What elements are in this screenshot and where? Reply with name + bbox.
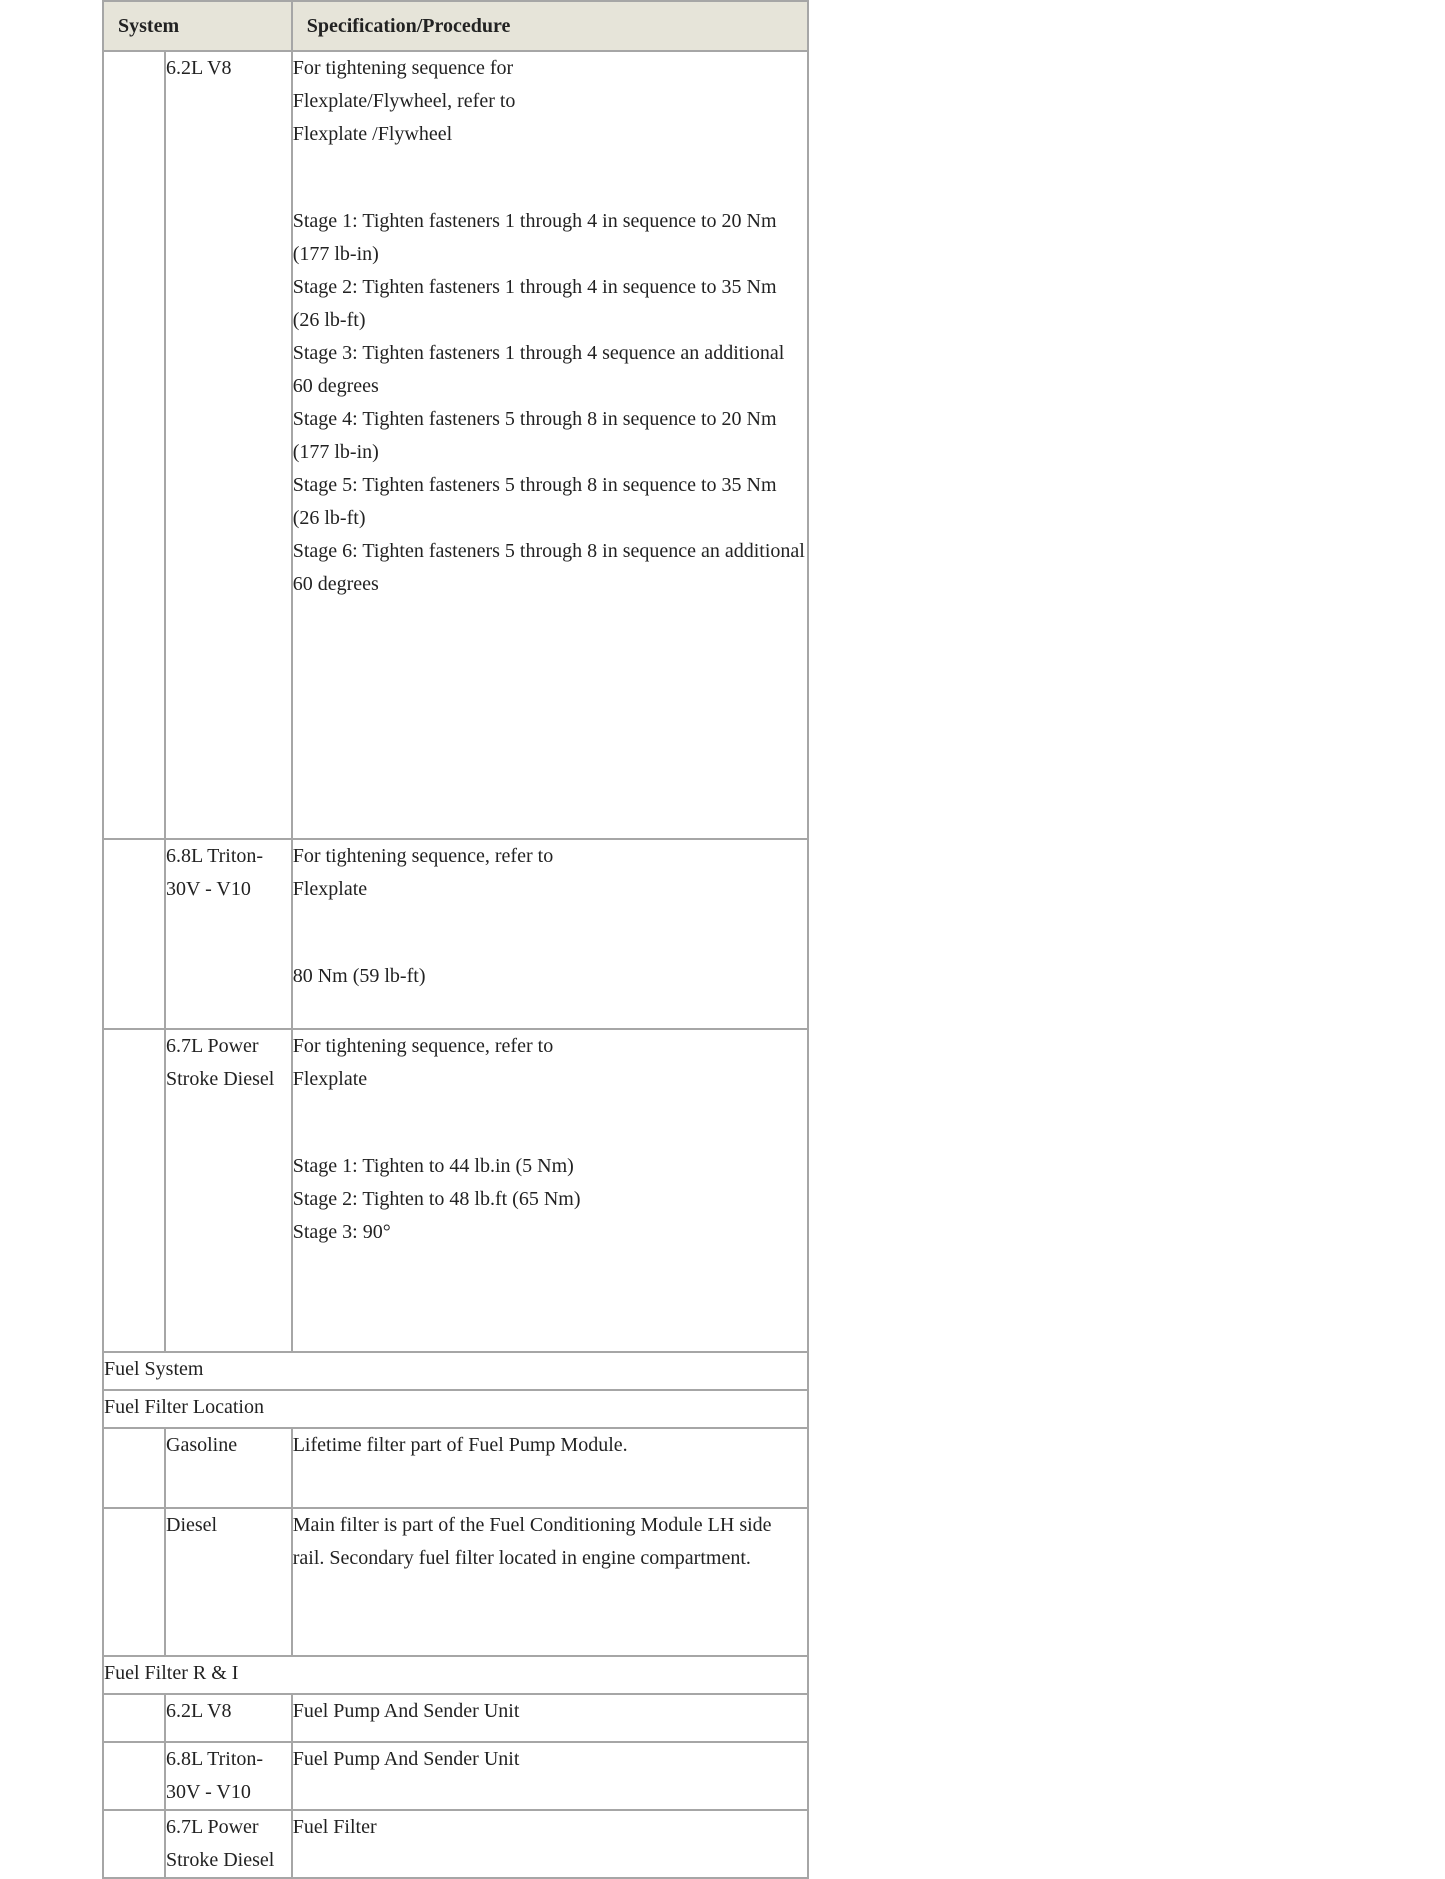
- step: Stage 3: Tighten fasteners 1 through 4 sequence an additional 60 degrees: [292, 342, 785, 397]
- system-cell: Gasoline: [165, 1428, 292, 1508]
- system-cell: 6.7L Power Stroke Diesel: [165, 1029, 292, 1352]
- system-cell: Diesel: [165, 1508, 292, 1656]
- table-row: [103, 51, 808, 839]
- table-row: [103, 1428, 808, 1508]
- spec-cell: Fuel Filter: [292, 1810, 808, 1878]
- system-cell: 6.2L V8: [165, 51, 292, 839]
- step: Stage 5: Tighten fasteners 5 through 8 in sequence to 35 Nm (26 lb-ft): [292, 474, 777, 529]
- step: Stage 4: Tighten fasteners 5 through 8 in sequence to 20 Nm (177 lb-in): [292, 408, 777, 463]
- system-cell: 6.7L Power Stroke Diesel: [165, 1810, 292, 1878]
- step: Stage 2: Tighten fasteners 1 through 4 in sequence to 35 Nm (26 lb-ft): [292, 276, 777, 331]
- step: Stage 6: Tighten fasteners 5 through 8 in sequence an additional 60 degrees: [292, 540, 805, 595]
- system-cell: 6.8L Triton-30V - V10: [165, 1742, 292, 1810]
- section-row: [103, 1656, 808, 1694]
- section-fuel-system: Fuel System: [103, 1352, 808, 1390]
- section-row: [103, 1390, 808, 1428]
- table-row: [103, 1694, 808, 1742]
- step: Stage 1: Tighten to 44 lb.in (5 Nm): [292, 1155, 574, 1177]
- system-cell: 6.8L Triton-30V - V10: [165, 839, 292, 1029]
- header-spec: Specification/Procedure: [292, 1, 808, 51]
- section-row: [103, 1352, 808, 1390]
- table-row: [103, 1742, 808, 1810]
- spec-cell: For tightening sequence, refer to Flexplate 80 Nm (59 lb-ft): [292, 839, 808, 1029]
- spec-table: [102, 0, 809, 1879]
- table-row: [103, 839, 808, 1029]
- step: Stage 3: 90°: [292, 1221, 391, 1243]
- table-row: [103, 1810, 808, 1878]
- spec-cell: Fuel Pump And Sender Unit: [292, 1742, 808, 1810]
- header-system: System: [103, 1, 292, 51]
- step: 80 Nm (59 lb-ft): [292, 965, 426, 987]
- table-row: [103, 1508, 808, 1656]
- spec-cell: Main filter is part of the Fuel Conditioning Module LH side rail. Secondary fuel filter located in engine compartment.: [292, 1508, 808, 1656]
- step: Stage 1: Tighten fasteners 1 through 4 in sequence to 20 Nm (177 lb-in): [292, 210, 777, 265]
- spec-cell: Lifetime filter part of Fuel Pump Module.: [292, 1428, 808, 1508]
- spec-cell: For tightening sequence for Flexplate/Flywheel, refer to Flexplate /Flywheel Stage 1: Tighten fasteners 1 through 4 in sequence to 20 Nm (177 lb-in) Stage 2: Tighten fasteners 1 through 4 in sequence to 35 Nm (26 lb-ft) Stage 3: Tighten fasteners 1 through 4 sequence an additional 60 degrees Stage 4: Tighten fasteners 5 through 8 in sequence to 20 Nm (177 lb-in) Stage 5: Tighten fasteners 5 through 8 in sequence to 35 Nm (26 lb-ft) Stage 6: Tighten fasteners 5 through 8 in sequence an additional 60 degrees: [292, 51, 808, 839]
- section-fuel-filter-ri: Fuel Filter R & I: [103, 1656, 808, 1694]
- table-header-row: [103, 1, 808, 51]
- table-row: [103, 1029, 808, 1352]
- spec-cell: For tightening sequence, refer to Flexplate Stage 1: Tighten to 44 lb.in (5 Nm) Stage 2: Tighten to 48 lb.ft (65 Nm) Stage 3: 90°: [292, 1029, 808, 1352]
- step: Stage 2: Tighten to 48 lb.ft (65 Nm): [292, 1188, 581, 1210]
- spec-cell: Fuel Pump And Sender Unit: [292, 1694, 808, 1742]
- system-cell: 6.2L V8: [165, 1694, 292, 1742]
- section-fuel-filter-location: Fuel Filter Location: [103, 1390, 808, 1428]
